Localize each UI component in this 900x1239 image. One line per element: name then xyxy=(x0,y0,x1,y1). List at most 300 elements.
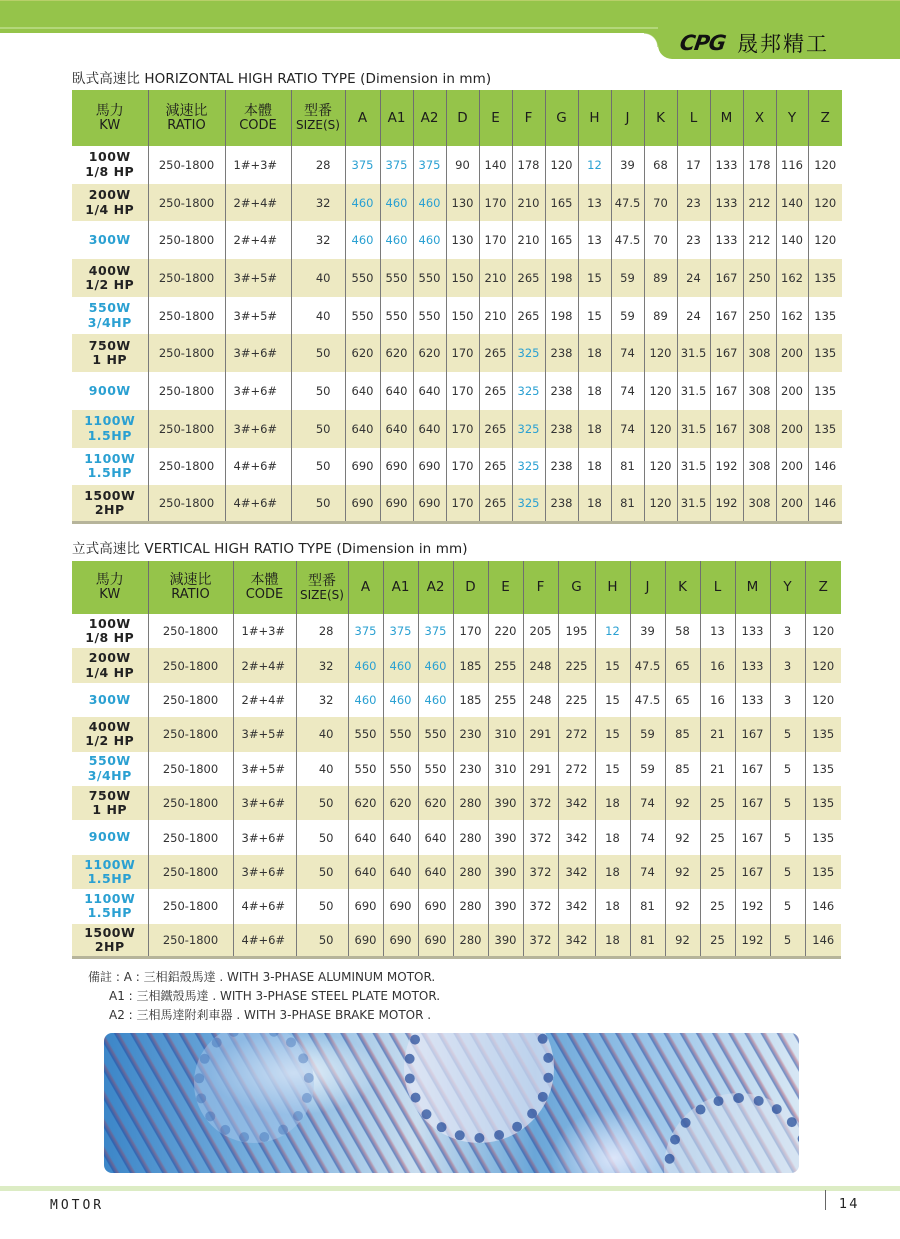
cell-ratio: 250-1800 xyxy=(148,146,225,184)
col-header-dim: Y xyxy=(776,90,808,146)
table-row xyxy=(72,855,841,889)
notes-prefix: 備註 : xyxy=(88,970,124,984)
cell-dim-f: 325 xyxy=(512,372,545,410)
col-header-dim: A2 xyxy=(418,561,453,614)
cell-ratio: 250-1800 xyxy=(148,485,225,523)
cell-kw: 550W 3/4HP xyxy=(87,300,132,330)
cell-kw: 400W 1/2 HP xyxy=(85,262,135,292)
cell-ratio: 250-1800 xyxy=(148,752,233,786)
cell-size: 28 xyxy=(296,614,348,648)
cell-dim-k: 89 xyxy=(644,259,677,297)
cell-code: 4#+6# xyxy=(233,924,296,958)
col-header-dim: E xyxy=(488,561,523,614)
cell-dim-f: 325 xyxy=(512,448,545,486)
cell-kw: 900W xyxy=(88,829,131,845)
col-header-dim: F xyxy=(512,90,545,146)
cell-dim-j: 59 xyxy=(630,752,665,786)
cell-dim-l: 25 xyxy=(700,889,735,923)
cell-kw: 300W xyxy=(88,691,131,707)
cell-dim-a2: 460 xyxy=(418,648,453,682)
cell-dim-z: 135 xyxy=(808,372,842,410)
cell-dim-a2: 620 xyxy=(418,786,453,820)
cell-dim-a1: 550 xyxy=(383,717,418,751)
cell-dim-a1: 620 xyxy=(383,786,418,820)
cell-dim-y: 3 xyxy=(770,648,805,682)
cell-ratio: 250-1800 xyxy=(148,683,233,717)
cell-dim-e: 140 xyxy=(479,146,512,184)
cell-dim-a1: 460 xyxy=(380,221,413,259)
cell-dim-k: 92 xyxy=(665,820,700,854)
col-header-kw: 馬力 KW xyxy=(72,561,148,614)
cell-code: 3#+6# xyxy=(225,334,291,372)
cell-dim-k: 120 xyxy=(644,334,677,372)
cell-dim-h: 13 xyxy=(578,184,611,222)
cell-dim-e: 390 xyxy=(488,889,523,923)
table-row xyxy=(72,259,842,297)
table-row xyxy=(72,184,842,222)
cell-dim-l: 25 xyxy=(700,855,735,889)
cell-dim-f: 248 xyxy=(523,648,558,682)
cell-dim-y: 162 xyxy=(776,297,808,335)
cell-size: 50 xyxy=(291,372,345,410)
cell-size: 50 xyxy=(291,485,345,523)
cell-code: 2#+4# xyxy=(233,648,296,682)
cell-dim-a1: 690 xyxy=(380,448,413,486)
col-header-ratio: 減速比 RATIO xyxy=(148,90,225,146)
cell-ratio: 250-1800 xyxy=(148,410,225,448)
cell-dim-m: 167 xyxy=(710,372,743,410)
cell-code: 2#+4# xyxy=(233,683,296,717)
cell-dim-d: 185 xyxy=(453,683,488,717)
cell-dim-k: 120 xyxy=(644,372,677,410)
cell-dim-y: 200 xyxy=(776,485,808,523)
cell-dim-f: 325 xyxy=(512,334,545,372)
cell-dim-j: 74 xyxy=(630,786,665,820)
cell-dim-g: 238 xyxy=(545,485,578,523)
col-header-dim: A xyxy=(348,561,383,614)
cell-dim-m: 167 xyxy=(735,752,770,786)
cell-dim-m: 167 xyxy=(710,259,743,297)
cell-dim-y: 5 xyxy=(770,924,805,958)
cell-ratio: 250-1800 xyxy=(148,889,233,923)
cell-dim-a2: 640 xyxy=(418,855,453,889)
cell-size: 50 xyxy=(291,334,345,372)
cell-dim-h: 18 xyxy=(595,820,630,854)
cell-ratio: 250-1800 xyxy=(148,221,225,259)
cell-dim-d: 150 xyxy=(446,259,479,297)
cell-dim-h: 15 xyxy=(595,752,630,786)
cell-dim-e: 390 xyxy=(488,855,523,889)
note-line: A1 : 三相鐵殼馬達 . WITH 3-PHASE STEEL PLATE MOTOR. xyxy=(109,989,441,1003)
cell-dim-k: 89 xyxy=(644,297,677,335)
cell-dim-j: 81 xyxy=(630,889,665,923)
cell-dim-d: 170 xyxy=(446,372,479,410)
cell-dim-k: 68 xyxy=(644,146,677,184)
cell-size: 32 xyxy=(296,648,348,682)
table-row xyxy=(72,146,842,184)
cell-dim-h: 15 xyxy=(595,648,630,682)
cell-dim-j: 47.5 xyxy=(611,221,644,259)
cell-dim-h: 12 xyxy=(595,614,630,648)
col-header-dim: M xyxy=(735,561,770,614)
cell-dim-a2: 460 xyxy=(413,221,446,259)
cell-dim-a1: 640 xyxy=(380,372,413,410)
cell-dim-l: 13 xyxy=(700,614,735,648)
horizontal-section-title: 臥式高速比 HORIZONTAL HIGH RATIO TYPE (Dimension in mm) xyxy=(72,71,492,87)
cell-dim-d: 170 xyxy=(446,410,479,448)
cell-dim-z: 135 xyxy=(805,752,841,786)
cell-dim-e: 310 xyxy=(488,752,523,786)
cell-dim-f: 265 xyxy=(512,259,545,297)
cell-dim-e: 170 xyxy=(479,184,512,222)
cell-dim-x: 308 xyxy=(743,334,776,372)
cell-ratio: 250-1800 xyxy=(148,184,225,222)
col-header-dim: Y xyxy=(770,561,805,614)
gear-icon xyxy=(194,1033,314,1143)
cell-dim-k: 120 xyxy=(644,448,677,486)
cell-dim-k: 120 xyxy=(644,485,677,523)
cell-dim-e: 265 xyxy=(479,372,512,410)
cell-dim-f: 372 xyxy=(523,855,558,889)
cell-dim-g: 342 xyxy=(558,820,595,854)
col-header-dim: F xyxy=(523,561,558,614)
cell-dim-g: 342 xyxy=(558,786,595,820)
cell-dim-a2: 640 xyxy=(413,372,446,410)
cell-dim-a1: 640 xyxy=(383,820,418,854)
cell-kw: 200W 1/4 HP xyxy=(85,187,135,217)
cell-ratio: 250-1800 xyxy=(148,648,233,682)
col-header-dim: X xyxy=(743,90,776,146)
cell-dim-d: 130 xyxy=(446,184,479,222)
cell-dim-l: 31.5 xyxy=(677,448,710,486)
cell-dim-m: 192 xyxy=(710,485,743,523)
cell-dim-a1: 640 xyxy=(380,410,413,448)
cell-dim-k: 92 xyxy=(665,889,700,923)
cell-dim-d: 170 xyxy=(446,334,479,372)
horizontal-spec-table xyxy=(72,90,842,524)
cell-dim-f: 178 xyxy=(512,146,545,184)
cell-dim-y: 200 xyxy=(776,448,808,486)
cell-dim-a2: 640 xyxy=(418,820,453,854)
col-header-dim: A1 xyxy=(383,561,418,614)
vertical-table-body xyxy=(72,614,841,958)
cell-dim-a1: 690 xyxy=(383,924,418,958)
cell-dim-d: 280 xyxy=(453,924,488,958)
cell-dim-m: 167 xyxy=(735,855,770,889)
cell-ratio: 250-1800 xyxy=(148,820,233,854)
cell-dim-e: 220 xyxy=(488,614,523,648)
cell-dim-f: 325 xyxy=(512,485,545,523)
footer-section-label: MOTOR xyxy=(50,1198,105,1213)
cell-code: 1#+3# xyxy=(233,614,296,648)
cell-dim-f: 372 xyxy=(523,820,558,854)
table-row xyxy=(72,717,841,751)
col-header-dim: D xyxy=(453,561,488,614)
cell-dim-a: 690 xyxy=(348,889,383,923)
cell-dim-j: 47.5 xyxy=(611,184,644,222)
cell-dim-x: 212 xyxy=(743,184,776,222)
cell-dim-l: 16 xyxy=(700,648,735,682)
cell-dim-m: 133 xyxy=(735,683,770,717)
cell-size: 50 xyxy=(296,889,348,923)
table-header-row xyxy=(72,90,842,146)
cell-size: 50 xyxy=(296,786,348,820)
cell-dim-d: 280 xyxy=(453,889,488,923)
cell-dim-f: 248 xyxy=(523,683,558,717)
cell-dim-g: 165 xyxy=(545,184,578,222)
cell-dim-g: 342 xyxy=(558,855,595,889)
cell-dim-m: 192 xyxy=(710,448,743,486)
vertical-spec-table xyxy=(72,561,841,959)
cell-dim-z: 135 xyxy=(805,717,841,751)
cell-dim-e: 390 xyxy=(488,924,523,958)
table-row xyxy=(72,485,842,523)
cell-size: 40 xyxy=(291,259,345,297)
cell-dim-f: 372 xyxy=(523,889,558,923)
cell-kw: 300W xyxy=(88,232,131,248)
cpg-logo: CPG xyxy=(678,30,727,55)
cell-dim-k: 92 xyxy=(665,924,700,958)
vertical-section-title: 立式高速比 VERTICAL HIGH RATIO TYPE (Dimension in mm) xyxy=(72,541,468,557)
cell-code: 3#+5# xyxy=(233,717,296,751)
cell-dim-m: 133 xyxy=(735,648,770,682)
cell-dim-e: 170 xyxy=(479,221,512,259)
cell-dim-h: 15 xyxy=(595,683,630,717)
cell-dim-l: 21 xyxy=(700,752,735,786)
cell-dim-h: 15 xyxy=(578,259,611,297)
cell-dim-j: 59 xyxy=(611,259,644,297)
cell-dim-y: 200 xyxy=(776,372,808,410)
col-header-dim: H xyxy=(595,561,630,614)
cell-dim-z: 135 xyxy=(805,855,841,889)
cell-dim-e: 265 xyxy=(479,448,512,486)
cell-code: 4#+6# xyxy=(225,485,291,523)
cell-dim-z: 146 xyxy=(805,889,841,923)
table-row xyxy=(72,372,842,410)
cell-dim-e: 390 xyxy=(488,786,523,820)
cell-dim-a: 690 xyxy=(345,448,380,486)
cell-dim-j: 39 xyxy=(611,146,644,184)
cell-size: 32 xyxy=(291,221,345,259)
cell-dim-a: 550 xyxy=(345,259,380,297)
cell-dim-x: 178 xyxy=(743,146,776,184)
cell-dim-g: 120 xyxy=(545,146,578,184)
cell-kw: 100W 1/8 HP xyxy=(85,615,135,646)
cell-dim-h: 18 xyxy=(595,786,630,820)
cell-dim-a2: 550 xyxy=(413,259,446,297)
cell-dim-d: 130 xyxy=(446,221,479,259)
cell-dim-e: 265 xyxy=(479,485,512,523)
cell-dim-f: 291 xyxy=(523,752,558,786)
cell-dim-y: 5 xyxy=(770,786,805,820)
cell-dim-m: 133 xyxy=(710,221,743,259)
cell-dim-y: 3 xyxy=(770,683,805,717)
cell-dim-k: 120 xyxy=(644,410,677,448)
cell-dim-z: 135 xyxy=(805,820,841,854)
cell-kw: 400W 1/2 HP xyxy=(85,718,135,749)
cell-dim-l: 31.5 xyxy=(677,372,710,410)
col-header-dim: E xyxy=(479,90,512,146)
table-row xyxy=(72,683,841,717)
col-header-code: 本體 CODE xyxy=(225,90,291,146)
cell-dim-a1: 620 xyxy=(380,334,413,372)
gear-icon xyxy=(404,1033,554,1143)
cell-dim-h: 15 xyxy=(595,717,630,751)
cell-dim-m: 133 xyxy=(710,146,743,184)
col-header-dim: G xyxy=(558,561,595,614)
cell-dim-x: 250 xyxy=(743,297,776,335)
cell-dim-a2: 620 xyxy=(413,334,446,372)
cell-dim-g: 165 xyxy=(545,221,578,259)
cell-dim-h: 18 xyxy=(595,855,630,889)
cell-kw: 1100W 1.5HP xyxy=(84,890,136,921)
cell-ratio: 250-1800 xyxy=(148,717,233,751)
cell-dim-f: 210 xyxy=(512,184,545,222)
cell-dim-j: 74 xyxy=(630,855,665,889)
cell-dim-f: 325 xyxy=(512,410,545,448)
cell-code: 2#+4# xyxy=(225,221,291,259)
cell-dim-a2: 460 xyxy=(418,683,453,717)
cell-dim-h: 18 xyxy=(578,410,611,448)
cell-dim-g: 198 xyxy=(545,297,578,335)
cell-dim-a1: 375 xyxy=(383,614,418,648)
cell-dim-f: 210 xyxy=(512,221,545,259)
cell-dim-e: 265 xyxy=(479,334,512,372)
cell-code: 1#+3# xyxy=(225,146,291,184)
cell-dim-a: 550 xyxy=(345,297,380,335)
cell-dim-a2: 690 xyxy=(413,448,446,486)
cell-dim-y: 5 xyxy=(770,855,805,889)
cell-dim-j: 74 xyxy=(630,820,665,854)
cell-code: 3#+6# xyxy=(233,855,296,889)
cell-code: 4#+6# xyxy=(225,448,291,486)
cell-kw: 1100W 1.5HP xyxy=(84,413,136,443)
cell-dim-e: 310 xyxy=(488,717,523,751)
col-header-dim: M xyxy=(710,90,743,146)
cell-dim-k: 70 xyxy=(644,221,677,259)
cell-dim-y: 5 xyxy=(770,752,805,786)
cell-dim-e: 255 xyxy=(488,683,523,717)
cell-dim-m: 167 xyxy=(735,717,770,751)
cell-dim-k: 85 xyxy=(665,717,700,751)
cell-dim-a1: 550 xyxy=(380,297,413,335)
cell-dim-a: 460 xyxy=(345,221,380,259)
cell-dim-y: 162 xyxy=(776,259,808,297)
cell-dim-e: 210 xyxy=(479,297,512,335)
cell-dim-a: 640 xyxy=(348,820,383,854)
cell-dim-m: 133 xyxy=(735,614,770,648)
col-header-ratio: 減速比 RATIO xyxy=(148,561,233,614)
cell-dim-e: 390 xyxy=(488,820,523,854)
cell-dim-h: 18 xyxy=(578,372,611,410)
cell-code: 3#+5# xyxy=(225,297,291,335)
cell-dim-h: 18 xyxy=(578,448,611,486)
table-row xyxy=(72,297,842,335)
cell-dim-l: 24 xyxy=(677,297,710,335)
cell-size: 40 xyxy=(296,717,348,751)
cell-dim-g: 272 xyxy=(558,752,595,786)
cell-dim-a2: 375 xyxy=(413,146,446,184)
cell-dim-a1: 690 xyxy=(380,485,413,523)
cell-dim-y: 140 xyxy=(776,184,808,222)
cell-dim-l: 25 xyxy=(700,924,735,958)
table-row xyxy=(72,221,842,259)
cell-code: 3#+5# xyxy=(225,259,291,297)
brand-header xyxy=(658,26,900,59)
footer-bar xyxy=(0,1186,900,1191)
cell-dim-z: 135 xyxy=(805,786,841,820)
cell-dim-z: 146 xyxy=(808,485,842,523)
cell-dim-g: 272 xyxy=(558,717,595,751)
cell-ratio: 250-1800 xyxy=(148,855,233,889)
col-header-dim: D xyxy=(446,90,479,146)
cell-dim-d: 280 xyxy=(453,786,488,820)
cell-kw: 1500W 2HP xyxy=(84,924,136,954)
col-header-dim: A xyxy=(345,90,380,146)
cell-dim-h: 15 xyxy=(578,297,611,335)
cell-dim-y: 5 xyxy=(770,820,805,854)
cell-size: 28 xyxy=(291,146,345,184)
col-header-dim: J xyxy=(630,561,665,614)
cell-dim-y: 3 xyxy=(770,614,805,648)
table-header-row xyxy=(72,561,841,614)
cell-dim-e: 265 xyxy=(479,410,512,448)
cell-dim-l: 16 xyxy=(700,683,735,717)
col-header-code: 本體 CODE xyxy=(233,561,296,614)
note-line: A2 : 三相馬達附剎車器 . WITH 3-PHASE BRAKE MOTOR . xyxy=(109,1008,432,1022)
cell-ratio: 250-1800 xyxy=(148,924,233,958)
cell-dim-l: 31.5 xyxy=(677,334,710,372)
cell-dim-z: 135 xyxy=(808,297,842,335)
cell-size: 32 xyxy=(296,683,348,717)
cell-dim-f: 265 xyxy=(512,297,545,335)
col-header-dim: Z xyxy=(808,90,842,146)
cell-dim-h: 18 xyxy=(595,924,630,958)
cell-dim-a2: 640 xyxy=(413,410,446,448)
cell-dim-a2: 690 xyxy=(413,485,446,523)
cell-dim-a2: 690 xyxy=(418,889,453,923)
cell-dim-a: 550 xyxy=(348,717,383,751)
cell-dim-k: 65 xyxy=(665,648,700,682)
cell-dim-g: 225 xyxy=(558,683,595,717)
cell-dim-l: 31.5 xyxy=(677,485,710,523)
cell-kw: 1500W 2HP xyxy=(84,487,136,518)
cell-dim-x: 308 xyxy=(743,448,776,486)
cell-dim-j: 74 xyxy=(611,410,644,448)
gears-banner-image xyxy=(104,1033,799,1173)
cell-dim-a: 640 xyxy=(345,372,380,410)
horizontal-table-body xyxy=(72,146,842,523)
cell-dim-z: 135 xyxy=(808,259,842,297)
cell-dim-l: 31.5 xyxy=(677,410,710,448)
cell-kw: 900W xyxy=(88,382,131,398)
cell-dim-l: 25 xyxy=(700,820,735,854)
cell-dim-x: 308 xyxy=(743,485,776,523)
cell-dim-g: 198 xyxy=(545,259,578,297)
cell-dim-d: 230 xyxy=(453,752,488,786)
cell-dim-a1: 550 xyxy=(380,259,413,297)
cell-dim-z: 120 xyxy=(805,683,841,717)
cell-kw: 100W 1/8 HP xyxy=(85,149,135,179)
cell-ratio: 250-1800 xyxy=(148,614,233,648)
cell-kw: 1100W 1.5HP xyxy=(84,856,136,886)
table-row xyxy=(72,889,841,923)
cell-dim-d: 170 xyxy=(446,485,479,523)
cell-dim-g: 342 xyxy=(558,924,595,958)
cell-size: 50 xyxy=(296,855,348,889)
cell-dim-l: 23 xyxy=(677,221,710,259)
cell-dim-z: 120 xyxy=(805,614,841,648)
